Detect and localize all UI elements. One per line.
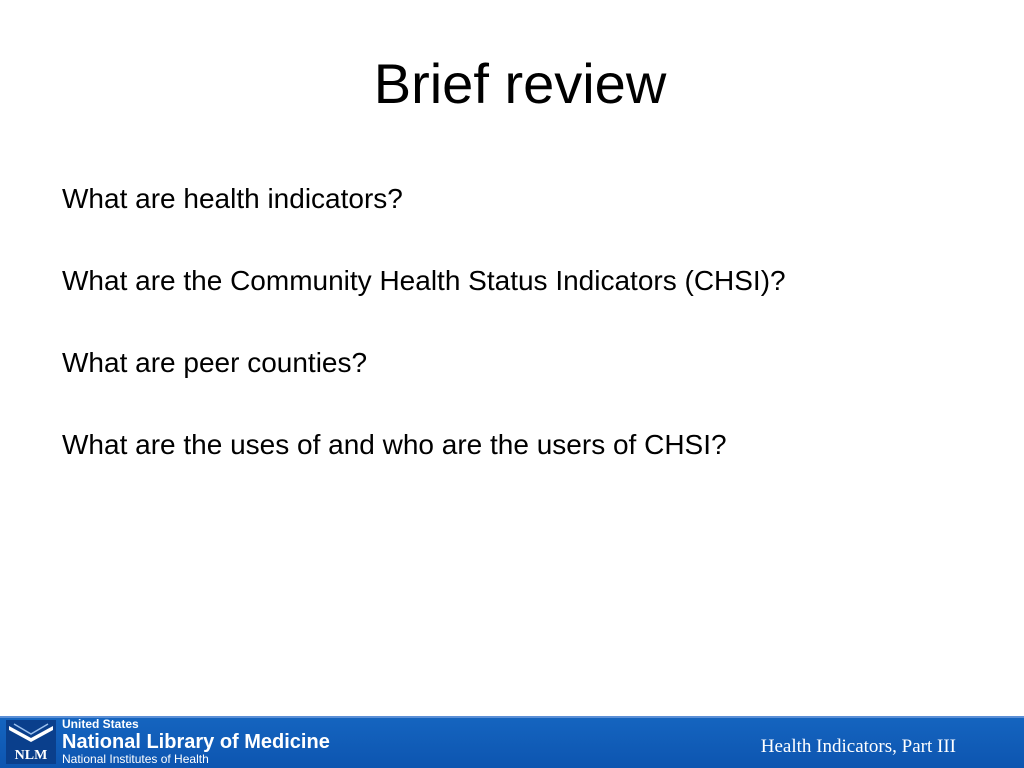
list-item: What are the uses of and who are the users of CHSI? bbox=[62, 429, 727, 460]
org-line-country: United States bbox=[62, 717, 139, 731]
footer-banner bbox=[0, 716, 1024, 768]
footer-caption: Health Indicators, Part III bbox=[760, 736, 956, 757]
list-item: What are peer counties? bbox=[62, 347, 368, 378]
organization-name bbox=[62, 718, 330, 766]
list-item: What are the Community Health Status Indicators (CHSI)? bbox=[62, 265, 786, 296]
org-line-institutes: National Institutes of Health bbox=[62, 752, 209, 766]
list-item: What are health indicators? bbox=[62, 183, 403, 214]
slide-title: Brief review bbox=[373, 52, 667, 115]
org-line-library: National Library of Medicine bbox=[62, 731, 330, 753]
nlm-logo-mark: NLM bbox=[14, 748, 48, 763]
question-list bbox=[62, 180, 1002, 508]
nlm-logo bbox=[6, 720, 56, 764]
